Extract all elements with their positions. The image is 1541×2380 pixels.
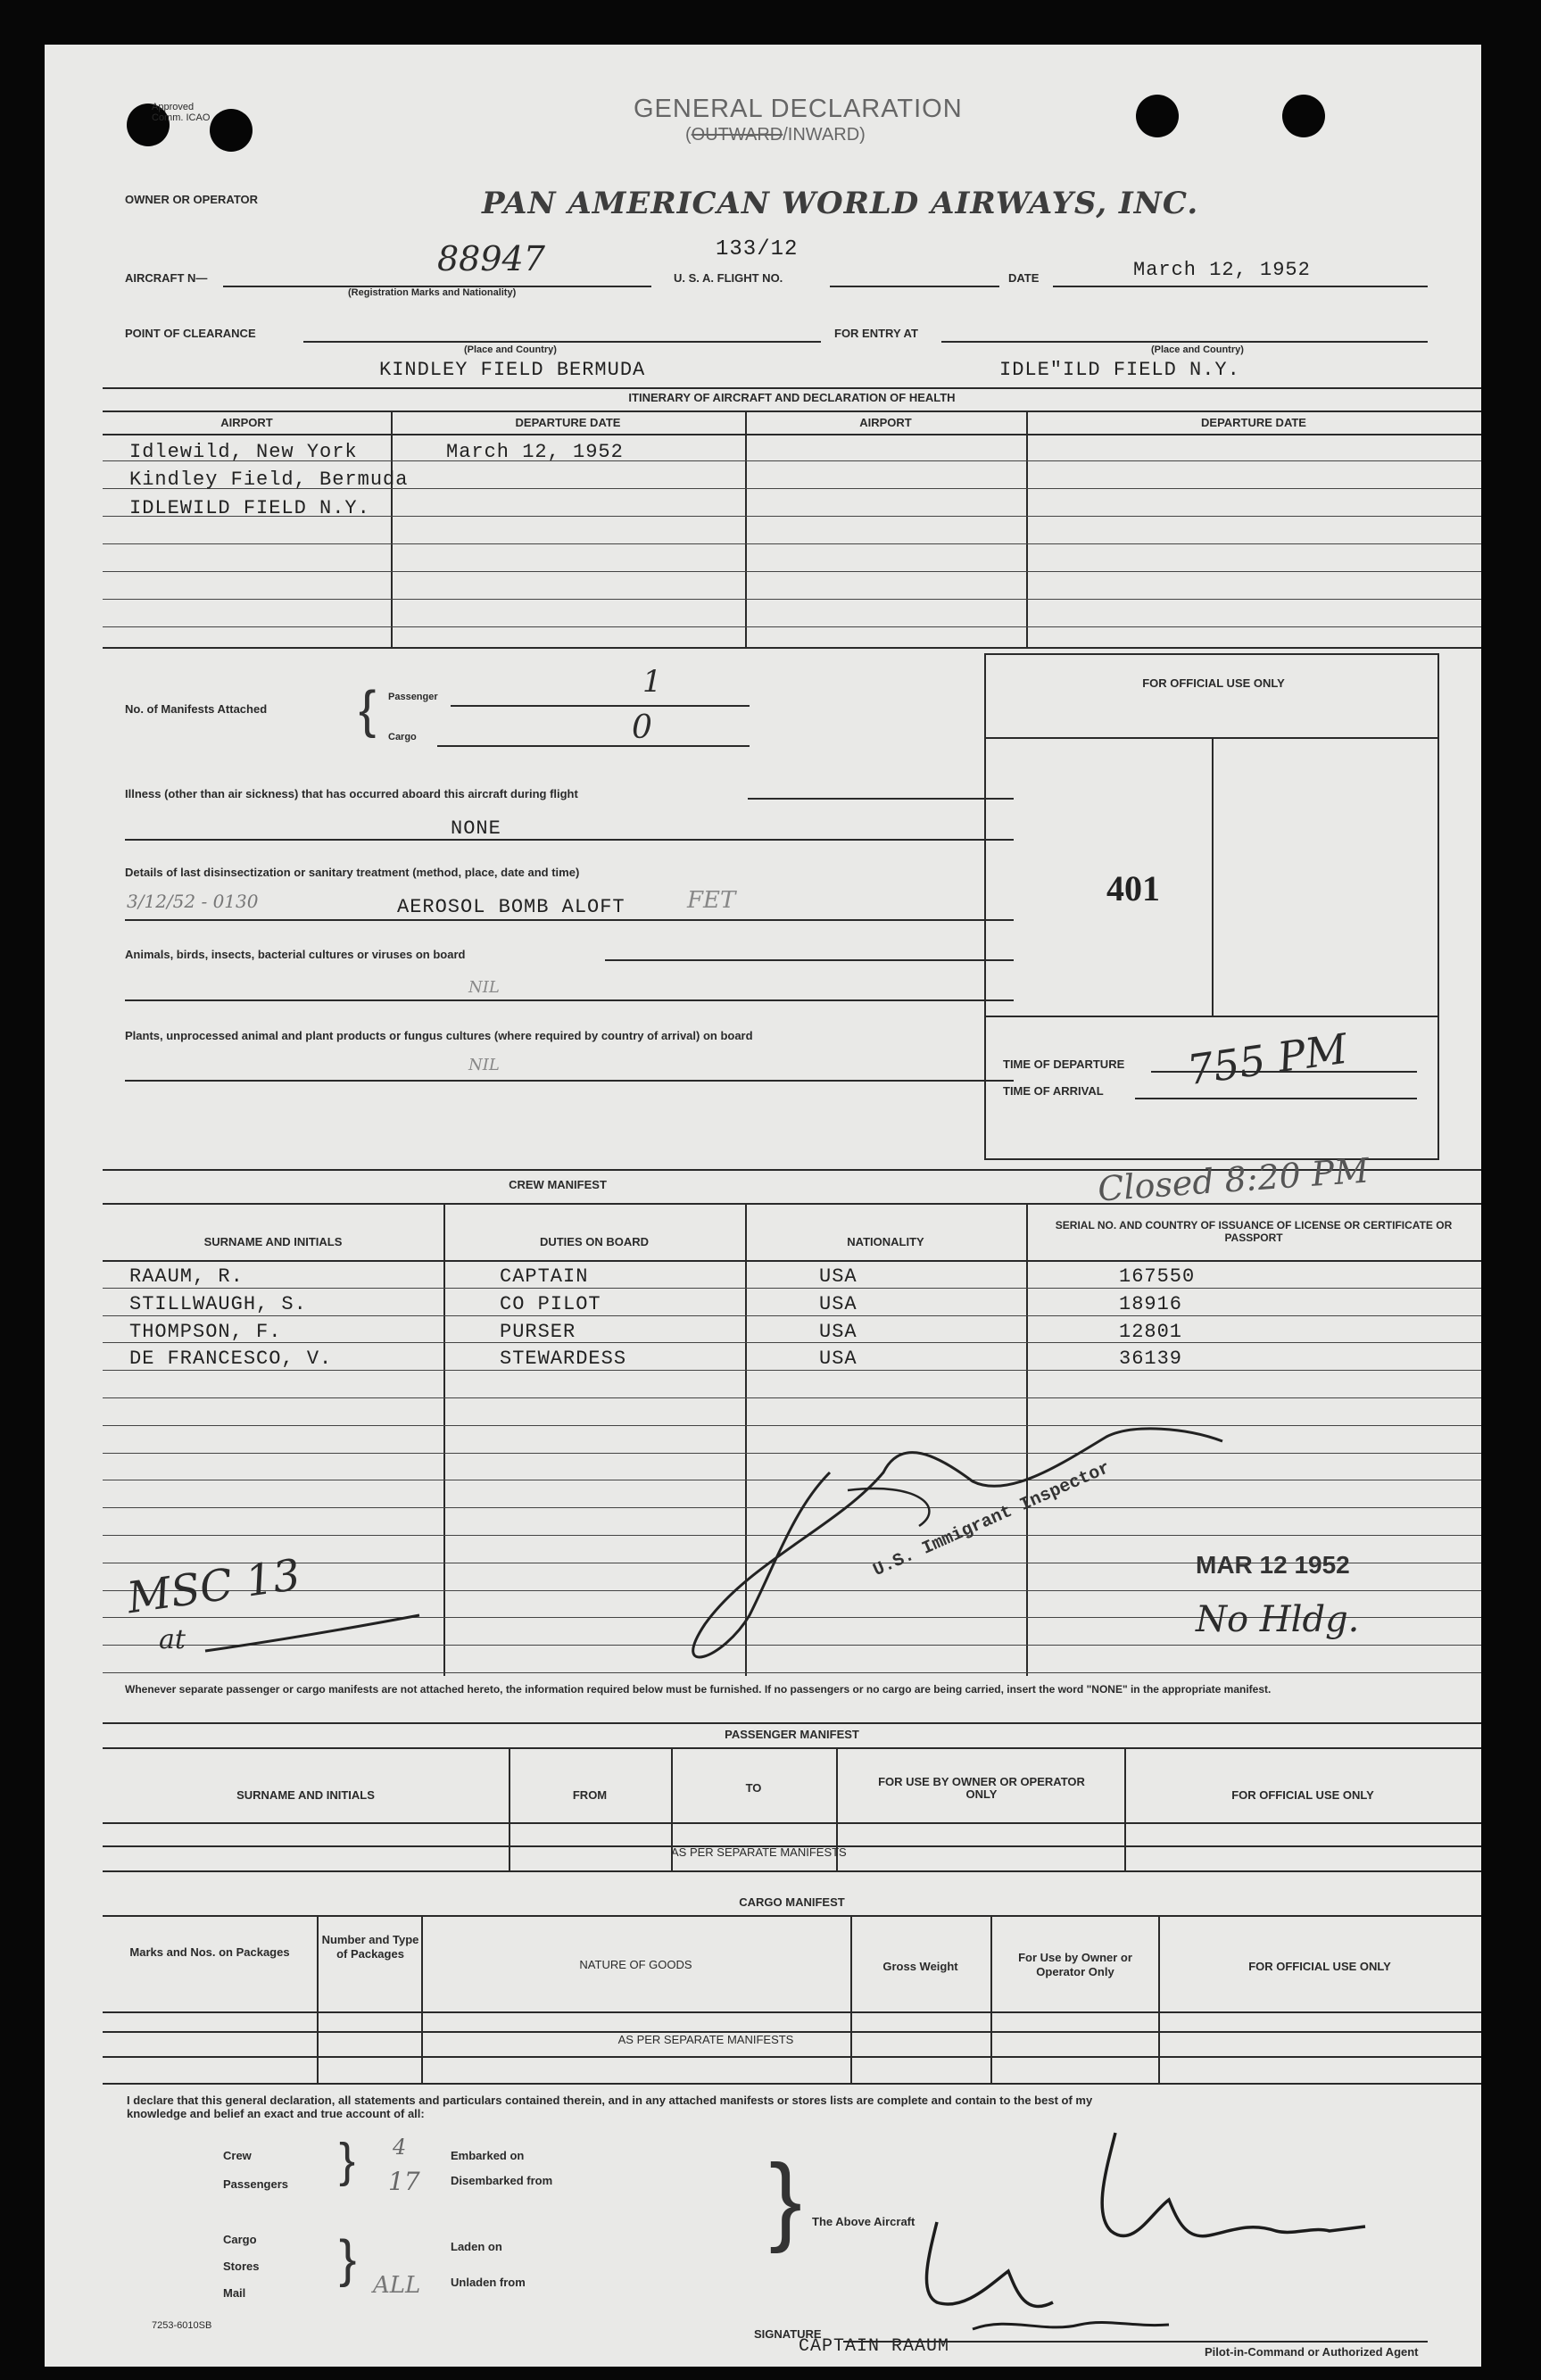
itinerary-title: ITINERARY OF AIRCRAFT AND DECLARATION OF HEALTH — [628, 391, 956, 404]
crew-rule — [103, 1672, 1481, 1673]
itinerary-col-airport-1: AIRPORT — [220, 416, 273, 429]
crew-cell-nat: USA — [819, 1293, 857, 1315]
captain-signature-icon — [45, 45, 46, 46]
itinerary-airport-row-2: Kindley Field, Bermuda — [129, 469, 409, 491]
crew-rule — [103, 1397, 1481, 1398]
aircraft-registration: 88947 — [437, 239, 545, 278]
crew-col-nationality: NATIONALITY — [847, 1235, 924, 1248]
crew-cell-name: STILLWAUGH, S. — [129, 1293, 307, 1315]
flight-line — [830, 286, 999, 287]
owner-label: OWNER OR OPERATOR — [125, 193, 259, 206]
hand-note-msc: MSC 13 — [124, 1549, 304, 1624]
passenger-line — [451, 705, 750, 707]
animals-label: Animals, birds, insects, bacterial cultures or viruses on board — [125, 948, 466, 961]
date-label: DATE — [1008, 271, 1040, 285]
manifests-brace: { — [359, 681, 377, 739]
pm-col-from: FROM — [572, 1788, 608, 1802]
crew-rule — [103, 1507, 1481, 1508]
cm-col-weight: Gross Weight — [882, 1960, 958, 1973]
signature-line — [843, 2341, 1428, 2343]
disinsect-value: AEROSOL BOMB ALOFT — [397, 896, 626, 918]
plants-line — [125, 1080, 1014, 1082]
entry-label: FOR ENTRY AT — [834, 327, 918, 340]
itinerary-airport-row-3: IDLEWILD FIELD N.Y. — [129, 497, 370, 519]
form-subtitle — [685, 125, 866, 145]
cm-bottom — [103, 2083, 1481, 2085]
illness-line-2 — [125, 839, 1014, 841]
itinerary-date-row-1: March 12, 1952 — [446, 441, 624, 463]
manifests-label: No. of Manifests Attached — [125, 702, 268, 716]
crew-cell-duty: STEWARDESS — [500, 1348, 627, 1370]
crew-col-3 — [1026, 1203, 1028, 1676]
disinsect-label: Details of last disinsectization or sanitary treatment (method, place, date and time) — [125, 866, 580, 879]
entry-line — [941, 341, 1428, 343]
arrival-time-line — [1135, 1098, 1417, 1099]
punch-hole-left-2 — [210, 109, 253, 152]
crew-col-2 — [745, 1203, 747, 1676]
stamp-date: MAR 12 1952 — [1196, 1551, 1350, 1579]
itinerary-rule — [103, 626, 1481, 627]
form-title: GENERAL DECLARATION — [634, 95, 963, 123]
date-line — [1053, 286, 1428, 287]
crew-cell-name: RAAUM, R. — [129, 1265, 244, 1288]
decl-passengers-label: Passengers — [223, 2177, 288, 2191]
pm-col-4 — [1124, 1747, 1126, 1870]
passenger-manifest-header-top — [103, 1747, 1481, 1749]
departure-time-label: TIME OF DEPARTURE — [1003, 1057, 1125, 1071]
manifest-notice: Whenever separate passenger or cargo manifests are not attached hereto, the information required below must be furnished. If no passengers or no cargo are being carried, insert the word "NONE" in the appropriate manifest. — [125, 1683, 1272, 1696]
decl-disembarked: Disembarked from — [451, 2174, 553, 2187]
declaration-text-1: I declare that this general declaration, all statements and particulars contained therein, and in any attached manifests or stores lists are complete and contain to the best of my — [127, 2094, 1093, 2107]
hand-note-at: at — [159, 1624, 186, 1655]
pm-col-1 — [509, 1747, 510, 1870]
cm-header-top — [103, 1915, 1481, 1917]
declaration-form — [45, 45, 1481, 2367]
clearance-line — [303, 341, 821, 343]
crew-col-serial: SERIAL NO. AND COUNTRY OF ISSUANCE OF LICENSE OR CERTIFICATE OR PASSPORT — [1055, 1219, 1453, 1244]
itinerary-col-airport-2: AIRPORT — [859, 416, 912, 429]
itinerary-bottom-line — [103, 647, 1481, 649]
decl-cargo-value: ALL — [373, 2272, 421, 2299]
crew-cell-serial: 167550 — [1119, 1265, 1196, 1288]
crew-title: CREW MANIFEST — [509, 1178, 607, 1191]
registration-note: (Registration Marks and Nationality) — [348, 287, 517, 298]
stamp-note: No Hldg. — [1196, 1599, 1360, 1640]
approved-sub-note: Comm. ICAO — [152, 112, 211, 123]
decl-unladen: Unladen from — [451, 2276, 526, 2289]
decl-above-aircraft: The Above Aircraft — [812, 2215, 915, 2228]
cm-col-marks: Marks and Nos. on Packages — [129, 1945, 290, 1959]
departure-time-hand: 755 PM — [1184, 1024, 1351, 1095]
plants-value: NIL — [468, 1056, 500, 1074]
immigrant-inspector-stamp: U.S. Immigrant Inspector — [870, 1457, 1114, 1582]
itinerary-airport-row-1: Idlewild, New York — [129, 441, 358, 463]
itinerary-col-1 — [391, 410, 393, 647]
crew-col-surname: SURNAME AND INITIALS — [203, 1235, 343, 1248]
punch-hole-right-1 — [1136, 95, 1179, 137]
form-number: 7253-6010SB — [152, 2320, 212, 2331]
itinerary-rule — [103, 599, 1481, 600]
crew-col-1 — [443, 1203, 445, 1676]
animals-line-2 — [125, 999, 1014, 1001]
cm-col-owner: For Use by Owner or Operator Only — [1018, 1951, 1132, 1978]
signature-typed: CAPTAIN RAAUM — [799, 2336, 950, 2357]
crew-cell-duty: PURSER — [500, 1321, 576, 1343]
cm-separate-manifests: AS PER SEPARATE MANIFESTS — [617, 2033, 794, 2046]
passenger-label: Passenger — [388, 692, 438, 702]
crew-header-bottom-line — [103, 1260, 1481, 1262]
disinsect-initials-hand: FET — [687, 887, 736, 914]
official-number: 401 — [1106, 868, 1160, 908]
cargo-line — [437, 745, 750, 747]
crew-cell-nat: USA — [819, 1348, 857, 1370]
subtitle-outward: OUTWARD — [691, 125, 783, 145]
declaration-text-2: knowledge and belief an exact and true account of all: — [127, 2107, 425, 2120]
itinerary-subheader-line — [103, 434, 1481, 435]
passenger-manifest-title: PASSENGER MANIFEST — [725, 1728, 859, 1741]
decl-stores-label: Stores — [223, 2260, 260, 2273]
pm-col-surname: SURNAME AND INITIALS — [236, 1788, 375, 1802]
cm-col-nature: NATURE OF GOODS — [579, 1958, 692, 1971]
animals-value: NIL — [468, 978, 500, 997]
crew-rule — [103, 1425, 1481, 1426]
cargo-label: Cargo — [388, 732, 417, 742]
illness-label: Illness (other than air sickness) that has occurred aboard this aircraft during flight — [125, 787, 578, 800]
itinerary-col-2 — [745, 410, 747, 647]
subtitle-open: ( — [685, 125, 692, 145]
flight-number: 133/12 — [716, 237, 799, 261]
crew-rule — [103, 1342, 1481, 1343]
approved-note: Approved — [152, 102, 195, 112]
itinerary-header-line — [103, 410, 1481, 412]
cm-col-number: Number and Type of Packages — [321, 1933, 419, 1961]
clearance-label: POINT OF CLEARANCE — [125, 327, 256, 340]
crew-rule — [103, 1315, 1481, 1316]
entry-value: IDLE"ILD FIELD N.Y. — [999, 359, 1240, 381]
passenger-manifest-top-line — [103, 1722, 1481, 1724]
decl-mail-label: Mail — [223, 2286, 246, 2300]
pm-col-official: FOR OFFICIAL USE ONLY — [1231, 1788, 1374, 1802]
itinerary-top-line — [103, 387, 1481, 389]
pic-label: Pilot-in-Command or Authorized Agent — [1205, 2345, 1419, 2359]
crew-cell-serial: 18916 — [1119, 1293, 1183, 1315]
crew-rule — [103, 1288, 1481, 1289]
crew-rule — [103, 1590, 1481, 1591]
crew-rule — [103, 1535, 1481, 1536]
decl-cargo-label: Cargo — [223, 2233, 257, 2246]
decl-passengers-value: 17 — [388, 2167, 420, 2196]
subtitle-inward: /INWARD) — [783, 125, 866, 145]
cm-row-2 — [103, 2056, 1481, 2058]
owner-value: PAN AMERICAN WORLD AIRWAYS, INC. — [482, 186, 1199, 221]
plants-label: Plants, unprocessed animal and plant products or fungus cultures (where required by country of arrival) on board — [125, 1029, 753, 1042]
cargo-manifest-title: CARGO MANIFEST — [739, 1895, 845, 1909]
arrival-time-label: TIME OF ARRIVAL — [1003, 1084, 1104, 1098]
cm-header-bottom — [103, 2011, 1481, 2013]
decl-embarked: Embarked on — [451, 2149, 525, 2162]
crew-cell-nat: USA — [819, 1265, 857, 1288]
crew-rule — [103, 1370, 1481, 1371]
decl-brace-1: } — [339, 2134, 356, 2187]
crew-cell-serial: 12801 — [1119, 1321, 1183, 1343]
decl-laden: Laden on — [451, 2240, 502, 2253]
crew-cell-serial: 36139 — [1119, 1348, 1183, 1370]
crew-cell-nat: USA — [819, 1321, 857, 1343]
crew-rule — [103, 1453, 1481, 1454]
pm-separate-manifests: AS PER SEPARATE MANIFESTS — [671, 1845, 847, 1859]
decl-crew-label: Crew — [223, 2149, 252, 2162]
date-value: March 12, 1952 — [1133, 259, 1311, 281]
decl-brace-2: } — [339, 2230, 357, 2288]
clearance-value: KINDLEY FIELD BERMUDA — [379, 359, 646, 381]
animals-line-1 — [605, 959, 1014, 961]
crew-cell-duty: CO PILOT — [500, 1293, 601, 1315]
cm-col-official: FOR OFFICIAL USE ONLY — [1248, 1960, 1391, 1973]
itinerary-col-date-1: DEPARTURE DATE — [515, 416, 621, 429]
crew-cell-name: DE FRANCESCO, V. — [129, 1348, 333, 1370]
official-time-line — [984, 1016, 1439, 1017]
illness-line-1 — [748, 798, 1014, 800]
flight-label: U. S. A. FLIGHT NO. — [674, 271, 783, 285]
decl-crew-value: 4 — [393, 2135, 407, 2160]
crew-cell-duty: CAPTAIN — [500, 1265, 589, 1288]
passenger-count: 1 — [642, 664, 662, 700]
official-use-title: FOR OFFICIAL USE ONLY — [1142, 676, 1285, 690]
signature-label: SIGNATURE — [754, 2327, 822, 2341]
disinsect-date-hand: 3/12/52 - 0130 — [127, 891, 259, 912]
crew-col-duties: DUTIES ON BOARD — [539, 1235, 650, 1248]
crew-cell-name: THOMPSON, F. — [129, 1321, 282, 1343]
pm-row-2 — [103, 1870, 1481, 1872]
crew-header-top-line — [103, 1203, 1481, 1205]
cargo-count: 0 — [632, 709, 652, 746]
crew-rule — [103, 1645, 1481, 1646]
itinerary-rule — [103, 571, 1481, 572]
closed-time-hand: Closed 8:20 PM — [1096, 1150, 1371, 1209]
pm-col-owner: FOR USE BY OWNER OR OPERATOR ONLY — [878, 1775, 1085, 1801]
pm-col-to: TO — [745, 1781, 762, 1795]
pm-header-bottom — [103, 1822, 1481, 1824]
place-country-note-2: (Place and Country) — [1151, 344, 1244, 355]
disinsect-line — [125, 919, 1014, 921]
illness-value: NONE — [451, 817, 501, 840]
place-country-note-1: (Place and Country) — [464, 344, 557, 355]
punch-hole-right-2 — [1282, 95, 1325, 137]
itinerary-col-3 — [1026, 410, 1028, 647]
aircraft-label: AIRCRAFT N— — [125, 271, 208, 285]
official-use-divider — [1212, 737, 1214, 1016]
itinerary-rule — [103, 543, 1481, 544]
itinerary-col-date-2: DEPARTURE DATE — [1201, 416, 1306, 429]
decl-brace-3: } — [769, 2144, 802, 2254]
